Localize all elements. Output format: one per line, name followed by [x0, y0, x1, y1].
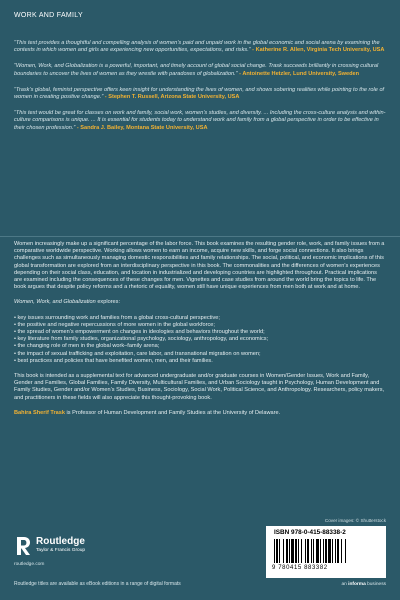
endorsement: “Women, Work, and Globalization is a powerful, important, and timely account of global social change. Trask succeeds brilliantly in crossing cultural boundaries to uncover the lives of women as they wrestle with paradoxes of globalization.” - Antoinette Hetzler, Lund University, Sweden: [14, 63, 379, 77]
list-item: • the impact of sexual trafficking and exploitation, care labor, and transnational migration on women;: [14, 350, 261, 357]
endorsement: “This text provides a thoughtful and compelling analysis of women’s paid and unpaid work in the global economic and social arena by examining the contexts in which women and girls are experiencing new opportunities, expectations, and risks.” - Katherine R. Allen, Virginia Tech University, USA: [14, 40, 385, 54]
subject-category: WORK AND FAMILY: [14, 12, 83, 19]
routledge-logo-icon: [14, 536, 32, 556]
endorsement-attribution: - Katherine R. Allen, Virginia Tech University, USA: [250, 47, 385, 54]
list-item: • the spread of women’s empowerment on changes in ideologies and behaviors throughout the world;: [14, 329, 265, 336]
publisher-website: routledge.com: [14, 562, 45, 567]
barcode-icon: [274, 539, 378, 563]
endorsement-attribution: - Antoinette Hetzler, Lund University, Sweden: [237, 70, 360, 77]
endorsements: [14, 40, 386, 141]
topic-list: [14, 315, 386, 365]
list-item: • key literature from family studies, organizational psychology, sociology, anthropology, and economics;: [14, 336, 269, 343]
endorsement-attribution: - Sandra J. Bailey, Montana State University, USA: [75, 124, 208, 131]
endorsement-attribution: - Stephen T. Russell, Arizona State University, USA: [103, 94, 240, 101]
book-title-inline: Women, Work, and Globalization: [14, 299, 96, 306]
isbn-label: ISBN 978-0-415-88338-2: [274, 529, 346, 536]
author-bio: Bahira Sherif Trask is Professor of Human Development and Family Studies at the University of Delaware.: [14, 409, 281, 416]
informa-business: an informa business: [341, 582, 386, 587]
list-item: • the positive and negative repercussions of more women in the global workforce;: [14, 321, 215, 328]
list-item: • the changing role of men in the global work–family arena;: [14, 343, 160, 350]
endorsement: “This text would be great for classes on work and family, social work, women’s studies, and diversity. ... Including the cross-culture analysis and within-culture comparisons is unique. ... It is essential for students today to understand work and family from a global perspective in order to be effective in their chosen profession.” - Sandra J. Bailey, Montana State University, USA: [14, 110, 386, 131]
section-divider: [0, 236, 400, 237]
intro-paragraph: Women increasingly make up a significant percentage of the labor force. This book examines the resulting gender role, work, and family issues from a comparative worldwide perspective. Working allows women to earn an income, acquire new skills, and forge social connections. It also brings challenges such as simultaneously managing domestic responsibilities and family relationships. The social, political, and economic implications of this global transformation are explored from an interdisciplinary perspective in this book. The commonalities and the differences of women’s experiences depending on their social class, education, and location in industrialized and developing countries are highlighted throughout. Practical implications are examined including the consequences of these changes for men. Vignettes and case studies from around the world bring the topics to life. The book argues that despite policy reforms and a rhetoric of equality, women still have unique experiences from men both at work and at home.: [14, 241, 385, 291]
cover-image-credit: Cover images: © Shutterstock: [324, 518, 386, 523]
publisher-group: Taylor & Francis Group: [36, 548, 86, 553]
audience-paragraph: This book is intended as a supplemental text for advanced undergraduate and/or graduate courses in Women/Gender Issues, Work and Family, Gender and Families, Global Families, Family Diversity, Multicultural Families, and Urban Sociology taught in Psychology, Human Development and Family Studies, Gender and/or Women’s Studies, Business, Sociology, Social Work, Political Science, and Anthropology. Researchers, policy makers, and practitioners in these fields will also appreciate this thought-provoking book.: [14, 373, 385, 401]
description: [14, 241, 386, 425]
explores-heading: Women, Work, and Globalization explores:: [14, 299, 121, 306]
author-name: Bahira Sherif Trask: [14, 409, 65, 416]
list-item: • key issues surrounding work and families from a global cross-cultural perspective;: [14, 314, 220, 321]
barcode-panel: [266, 526, 386, 578]
publisher-name: Routledge: [36, 536, 85, 547]
barcode-number: 9 780415 883382: [272, 565, 328, 571]
ebook-note: Routledge titles are available as eBook editions in a range of digital formats: [14, 581, 181, 587]
informa-brand: informa: [348, 582, 366, 587]
endorsement: “Trask’s global, feminist perspective offers keen insight for understanding the lives of women, and shows sobering realities while pointing to the role of women in creating positive change.” - Stephen T. Russell, Arizona State University, USA: [14, 86, 385, 101]
list-item: • best practices and policies that have benefited women, men, and their families.: [14, 357, 213, 364]
